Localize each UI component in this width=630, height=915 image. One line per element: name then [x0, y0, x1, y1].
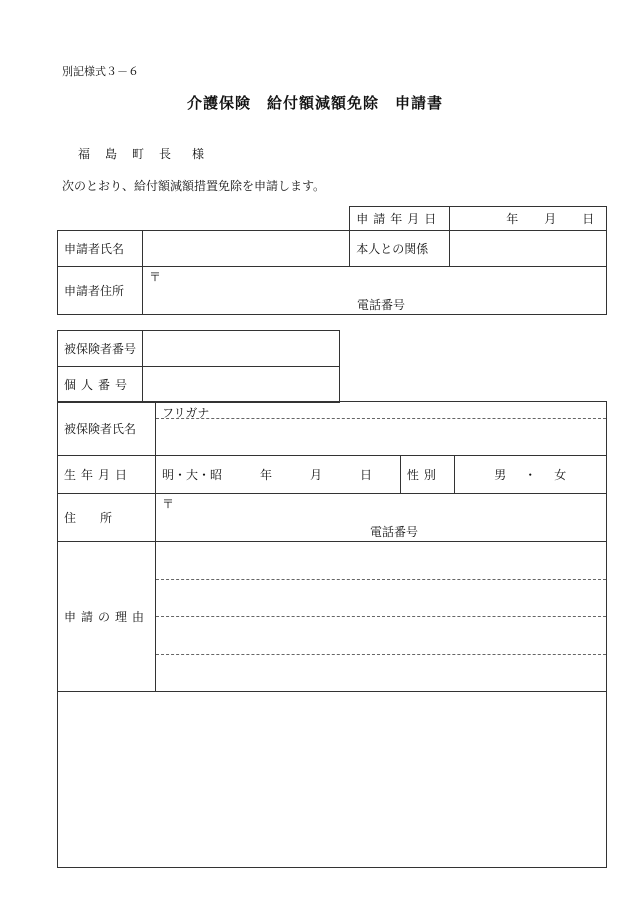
- application-date-label: 申請年月日: [350, 207, 450, 231]
- addressee-char: 長: [159, 147, 172, 161]
- postal-mark: 〒: [162, 497, 175, 511]
- reason-line: [156, 654, 606, 655]
- reason-field[interactable]: [156, 542, 607, 692]
- insured-table: [57, 401, 607, 868]
- insured-name-label: 被保険者氏名: [58, 402, 156, 456]
- sex-separator: ・: [524, 468, 537, 482]
- applicant-address-label: 申請者住所: [58, 267, 143, 315]
- era-options: 明・大・昭: [162, 468, 223, 482]
- page-title: 介護保険 給付額減額免除 申請書: [186, 94, 443, 112]
- insured-address-field[interactable]: [156, 494, 607, 542]
- birth-year-unit: 年: [260, 468, 273, 482]
- applicant-name-label: 申請者氏名: [58, 231, 143, 267]
- relation-label: 本人との関係: [350, 231, 450, 267]
- date-day-unit: 日: [582, 212, 595, 226]
- reason-line: [156, 616, 606, 617]
- sex-field[interactable]: [454, 456, 606, 494]
- insured-number-field[interactable]: [143, 331, 340, 367]
- furigana-divider: [156, 418, 606, 419]
- addressee-char: 町: [132, 147, 145, 161]
- phone-label: 電話番号: [370, 525, 419, 539]
- form-id: 別記様式３－６: [62, 65, 139, 78]
- birth-month-unit: 月: [310, 468, 323, 482]
- sex-female[interactable]: 女: [554, 468, 567, 482]
- insured-name-field[interactable]: [156, 402, 607, 456]
- date-month-unit: 月: [544, 212, 557, 226]
- insured-number-label: 被保険者番号: [58, 331, 143, 367]
- addressee-char: 島: [105, 147, 118, 161]
- furigana-label: フリガナ: [162, 406, 210, 420]
- application-date-field[interactable]: [450, 207, 607, 231]
- birthdate-label: 生年月日: [58, 456, 156, 494]
- addressee: [78, 145, 204, 162]
- personal-number-label: 個人番号: [58, 367, 143, 403]
- statement: 次のとおり、給付額減額措置免除を申請します。: [62, 179, 326, 193]
- insured-number-table: [57, 330, 340, 403]
- birth-day-unit: 日: [360, 468, 373, 482]
- sex-label: 性別: [400, 456, 454, 494]
- date-year-unit: 年: [506, 212, 519, 226]
- sex-male[interactable]: 男: [494, 468, 507, 482]
- postal-mark: 〒: [148, 270, 161, 284]
- applicant-name-field[interactable]: [142, 231, 349, 267]
- applicant-address-field[interactable]: [142, 267, 606, 315]
- addressee-honorific: 様: [192, 147, 205, 161]
- blank-area[interactable]: [58, 692, 607, 868]
- relation-field[interactable]: [450, 231, 607, 267]
- reason-label: 申請の理由: [58, 542, 156, 692]
- reason-line: [156, 579, 606, 580]
- insured-address-label: 住 所: [58, 494, 156, 542]
- applicant-table: [57, 206, 607, 315]
- phone-label: 電話番号: [356, 298, 405, 312]
- birthdate-field[interactable]: [156, 456, 401, 494]
- personal-number-field[interactable]: [143, 367, 340, 403]
- addressee-char: 福: [78, 147, 91, 161]
